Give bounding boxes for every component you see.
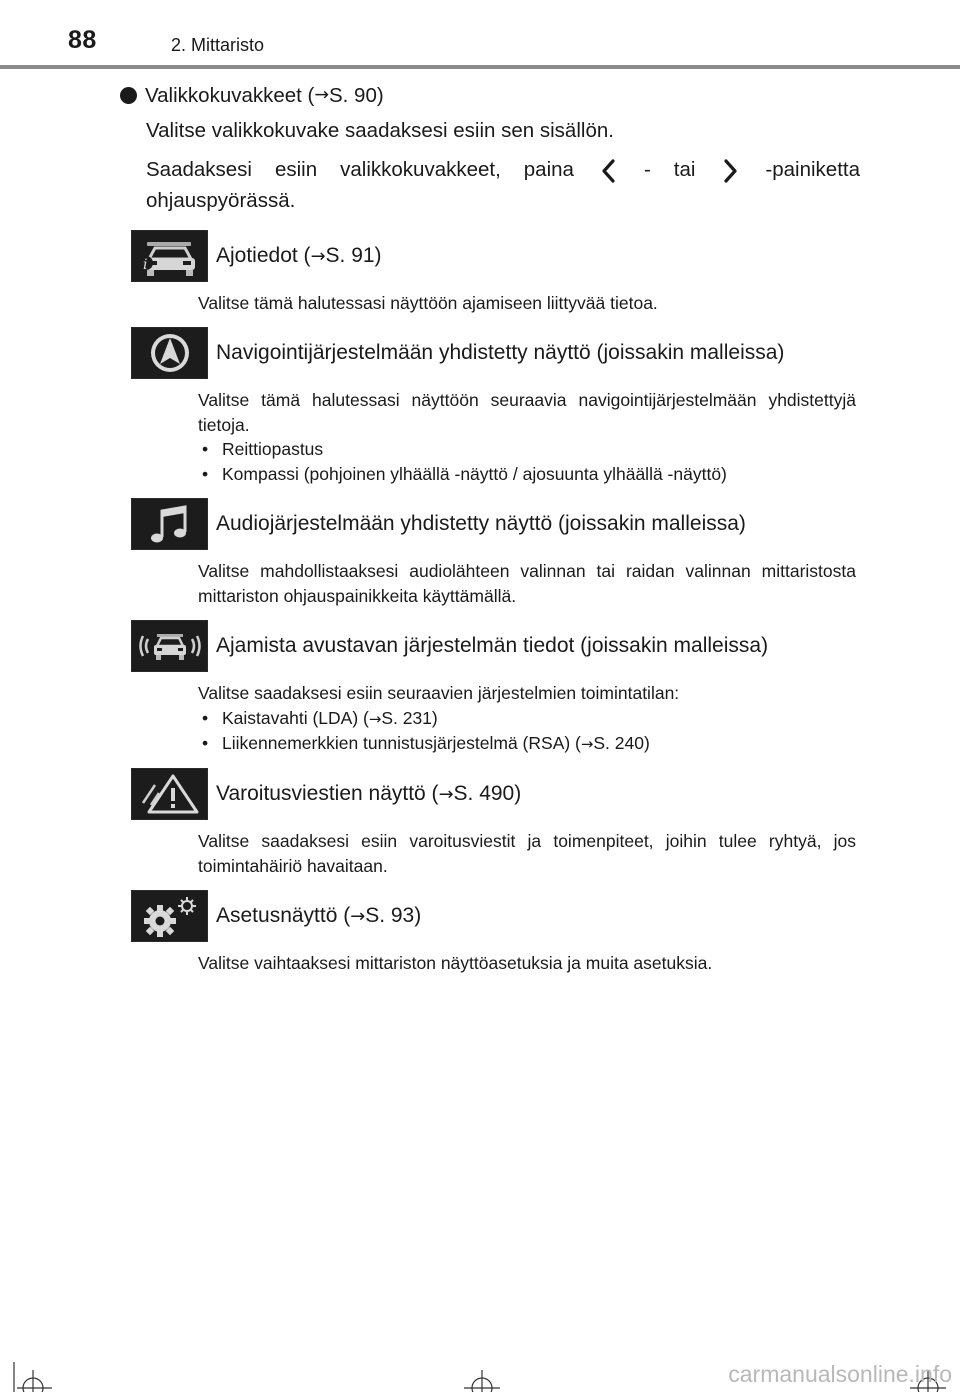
page-ref-link[interactable]: S. 490): [453, 782, 522, 805]
intro-heading: [120, 80, 860, 111]
intro-line-2-b: - tai: [643, 158, 696, 181]
intro-line-2-a: Saadaksesi esiin valikkokuvakkeet, paina: [146, 158, 574, 181]
arrow-icon: →: [310, 246, 326, 267]
arrow-icon: →: [368, 709, 382, 728]
intro-heading-ref[interactable]: S. 90): [328, 84, 384, 107]
item-description: Valitse saadaksesi esiin varoitusviestit ja toimenpiteet, joihin tulee ryhtyä, jos toimintahäiriö havaitaan.: [198, 831, 856, 876]
bullet-icon: [120, 87, 137, 104]
item-description: Valitse mahdollistaaksesi audiolähteen valinnan tai raidan valinnan mittaristosta mittariston ohjauspainikkeita käyttämällä.: [198, 561, 856, 606]
page-number: 88: [68, 26, 97, 54]
chevron-left-icon: [597, 158, 621, 184]
menu-item-drive-info: [131, 230, 856, 316]
watermark: carmanualsonline.info: [728, 1361, 952, 1387]
navigation-arrow-icon: [131, 327, 208, 379]
chevron-right-icon: [718, 158, 742, 184]
item-title: Asetusnäyttö (→S. 93): [216, 904, 422, 927]
warning-triangle-icon: [131, 768, 208, 820]
page-ref-link[interactable]: S. 93): [365, 904, 422, 927]
item-title: Varoitusviestien näyttö (→S. 490): [216, 782, 522, 805]
intro-line-1: Valitse valikkokuvake saadaksesi esiin sen sisällön.: [146, 119, 614, 142]
page-ref-link[interactable]: S. 240): [593, 733, 650, 753]
driving-assist-icon: [131, 620, 208, 672]
intro-heading-prefix: Valikkokuvakkeet (: [145, 84, 315, 107]
list-item: • Kaistavahti (LDA) (→S. 231): [202, 707, 438, 728]
page-ref-link[interactable]: S. 231): [381, 707, 438, 728]
crop-mark-left: [12, 1362, 56, 1392]
car-info-icon: [131, 230, 208, 282]
svg-text:i: i: [142, 257, 147, 273]
item-description: Valitse vaihtaaksesi mittariston näyttöasetuksia ja muita asetuksia.: [198, 953, 713, 973]
item-title: Audiojärjestelmään yhdistetty näyttö (joissakin malleissa): [216, 512, 746, 535]
menu-item-audio: [131, 498, 856, 608]
item-title: Ajamista avustavan järjestelmän tiedot (joissakin malleissa): [216, 634, 769, 657]
settings-gears-icon: [131, 890, 208, 942]
list-item: • Liikennemerkkien tunnistusjärjestelmä (RSA) (→S. 240): [202, 733, 650, 753]
music-note-icon: [131, 498, 208, 550]
arrow-icon: →: [580, 735, 594, 753]
item-title: Navigointijärjestelmään yhdistetty näyttö (joissakin malleissa): [216, 341, 785, 364]
intro-line-2: [120, 154, 860, 185]
item-description: [198, 681, 856, 757]
intro-line-3: ohjauspyörässä.: [146, 189, 296, 212]
description-text: Valitse saadaksesi esiin seuraavien järjestelmien toimintatilan:: [198, 683, 680, 703]
list-item: • Reittiopastus: [202, 439, 324, 459]
item-title: Ajotiedot (→S. 91): [216, 244, 382, 267]
intro-line-2-c: -painiketta: [765, 158, 860, 181]
page-ref-link[interactable]: S. 91): [325, 244, 382, 267]
menu-item-driving-assist: [131, 620, 856, 757]
menu-item-settings: [131, 890, 856, 976]
item-description: Valitse tämä halutessasi näyttöön ajamiseen liittyvää tietoa.: [198, 293, 658, 313]
menu-item-navigation: [131, 327, 856, 486]
intro-section: [120, 80, 860, 216]
item-description: [198, 388, 856, 486]
header-rule: [0, 65, 960, 69]
arrow-icon: →: [438, 784, 454, 805]
list-item: • Kompassi (pohjoinen ylhäällä -näyttö / ajosuunta ylhäällä -näyttö): [202, 463, 727, 484]
arrow-icon: →: [350, 906, 366, 927]
section-title: 2. Mittaristo: [171, 35, 265, 55]
menu-item-warnings: [131, 768, 856, 878]
description-text: Valitse tämä halutessasi näyttöön seuraavia navigointijärjestelmään yhdistettyjä tietoja.: [198, 390, 856, 435]
page-header: [0, 0, 960, 70]
arrow-icon: →: [314, 85, 329, 105]
crop-mark-center: [460, 1362, 504, 1392]
